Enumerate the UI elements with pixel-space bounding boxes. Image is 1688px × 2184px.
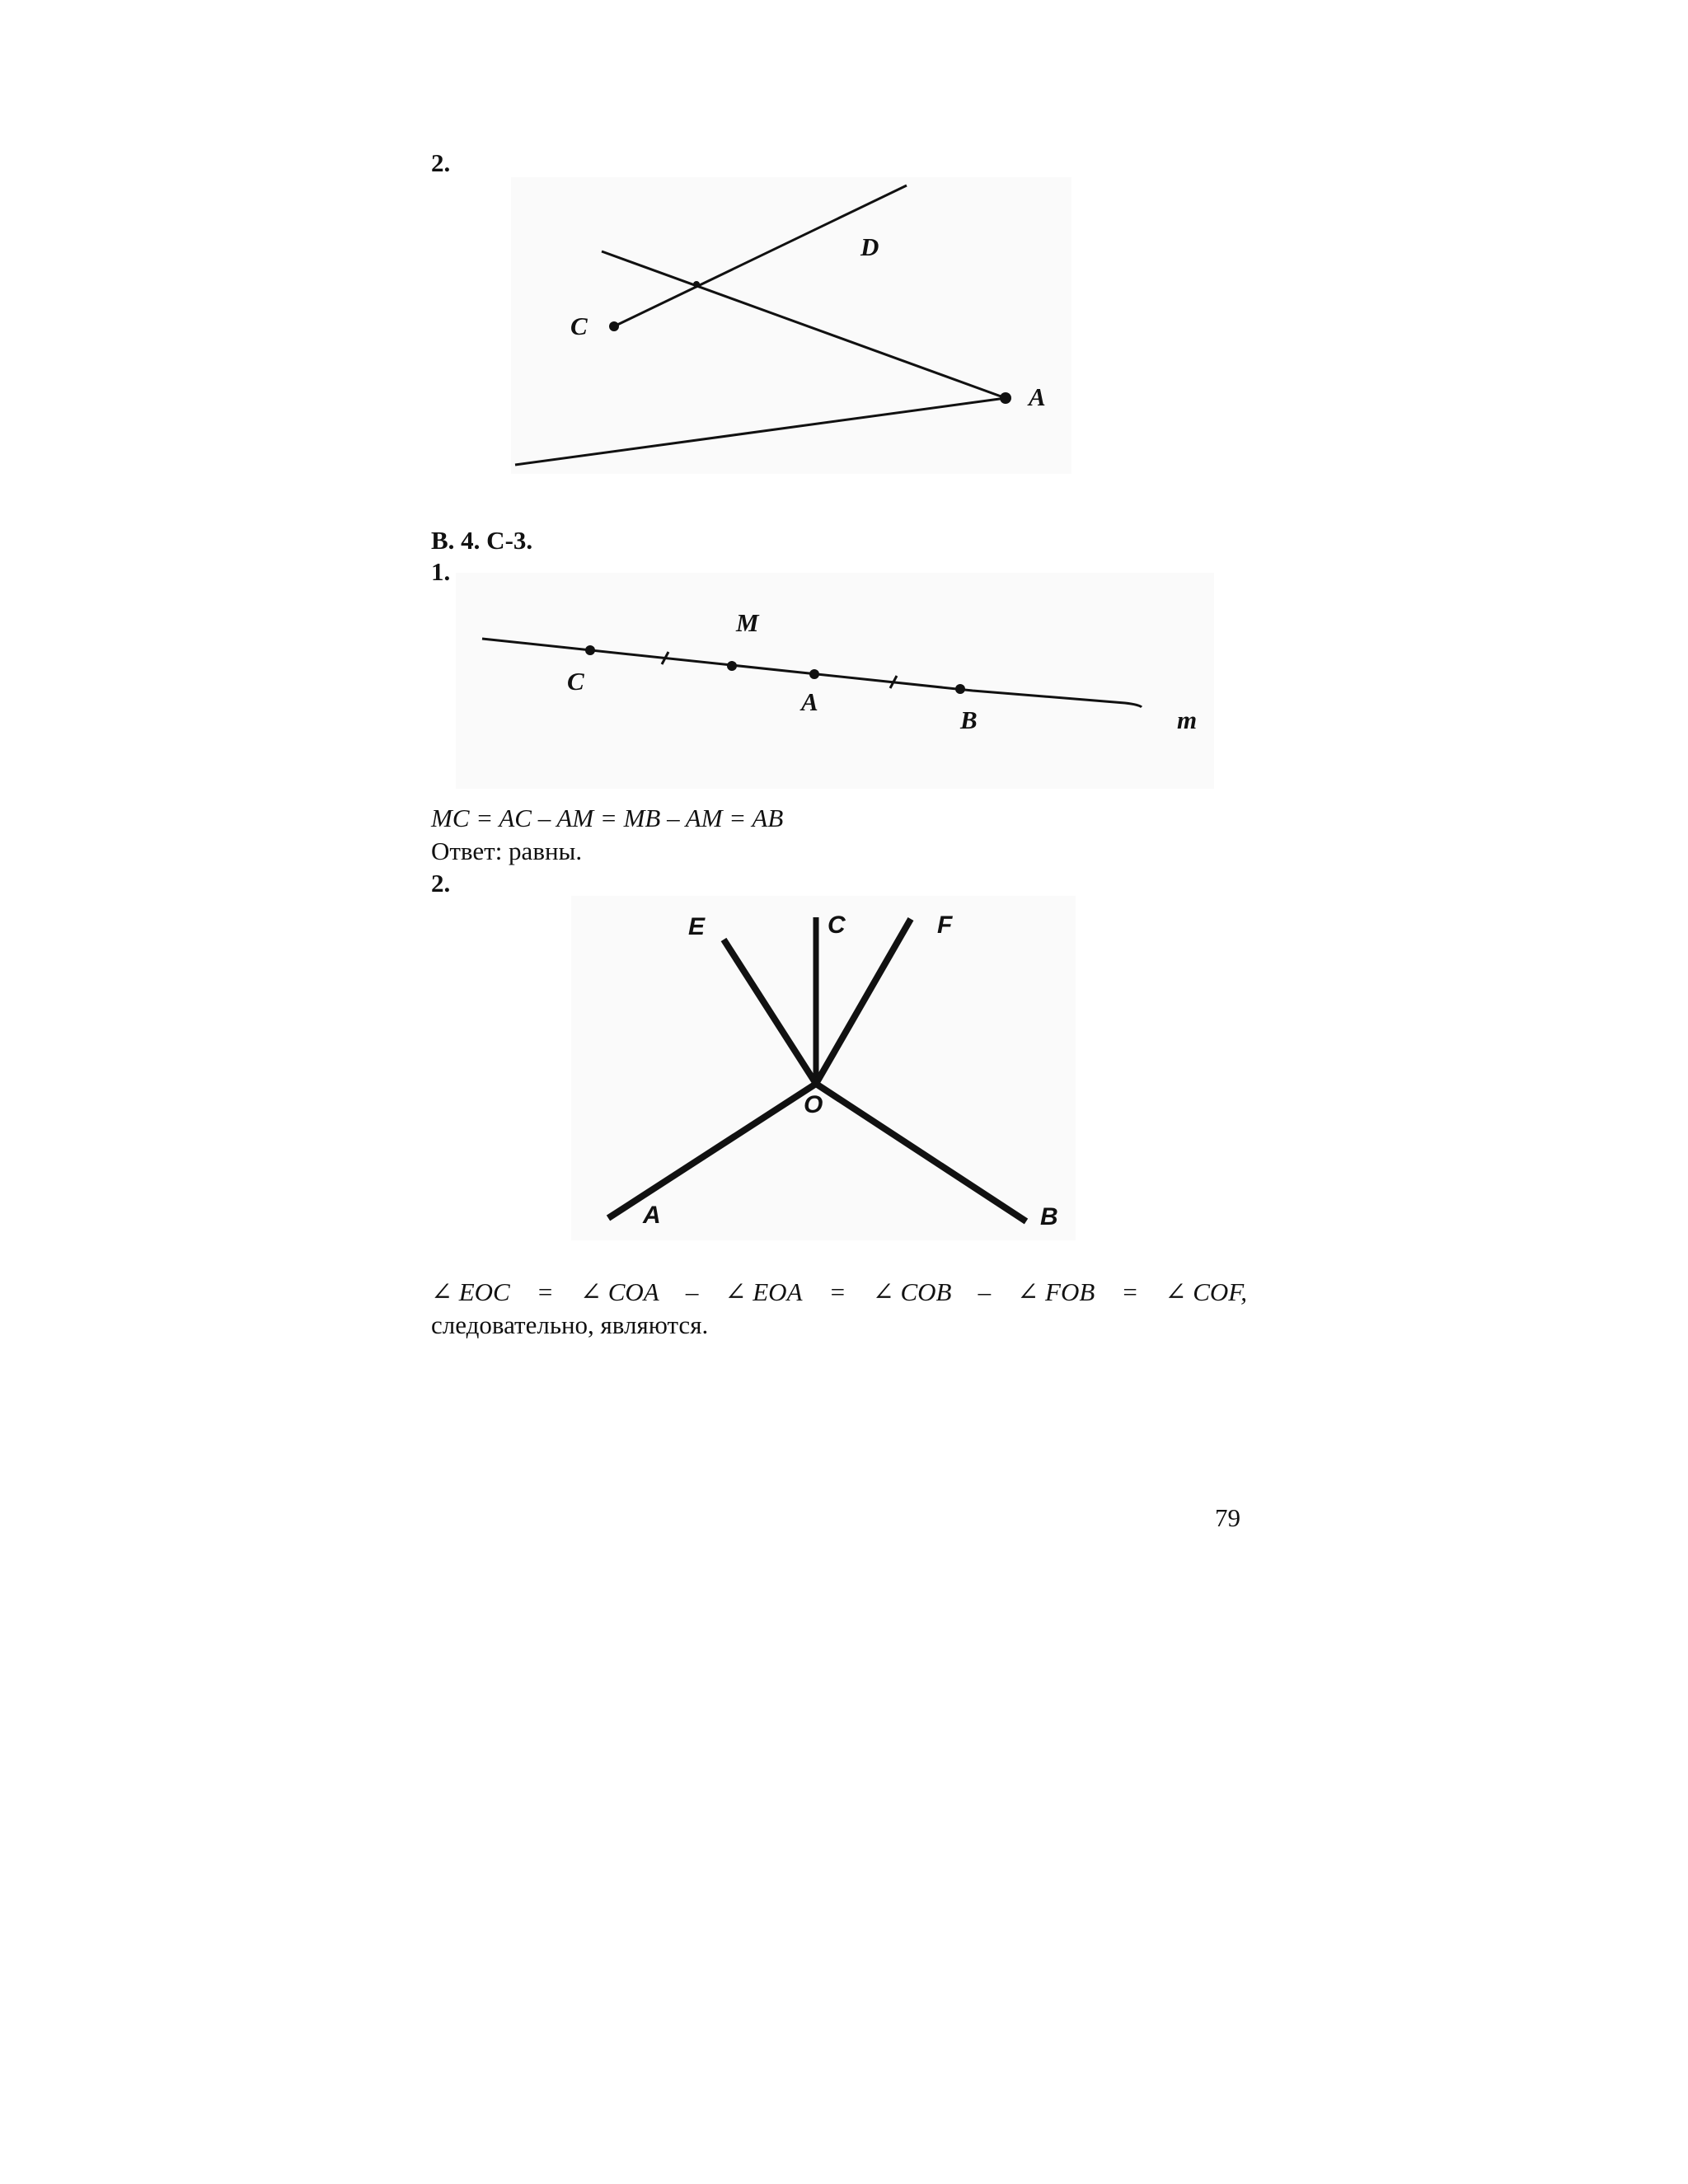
label-d: D (860, 232, 879, 261)
label-f: F (937, 912, 953, 939)
label-o: O (804, 1091, 823, 1118)
equation-part: – (978, 1277, 992, 1306)
conclusion-text: следовательно, являются. (431, 1310, 709, 1339)
label-c: C (567, 667, 584, 696)
label-a: A (643, 1202, 661, 1229)
equation-part: = (1121, 1277, 1139, 1306)
equation-part: – (685, 1277, 699, 1306)
equation-part: ∠ FOB (1017, 1277, 1095, 1306)
label-a: A (1029, 382, 1046, 411)
equation-part: ∠ COF, (1165, 1277, 1247, 1306)
equation-part: ∠ COA (579, 1277, 659, 1306)
label-b: B (1040, 1203, 1058, 1230)
equation-part: ∠ EOA (724, 1277, 803, 1306)
page-number: 79 (1215, 1503, 1240, 1532)
equation-segments: MC = AC – AM = MB – AM = AB (431, 804, 784, 832)
answer-text: Ответ: равны. (431, 837, 583, 865)
equation-part: = (828, 1277, 846, 1306)
equation-part: ∠ EOC (431, 1277, 510, 1306)
label-m-line: m (1177, 705, 1198, 734)
label-e: E (688, 913, 706, 940)
problem-number: 1. (431, 557, 451, 586)
label-a: A (801, 687, 818, 716)
problem-number: 2. (431, 148, 451, 177)
equation-part: ∠ COB (872, 1277, 952, 1306)
equation-part: = (536, 1277, 554, 1306)
label-c: C (828, 912, 846, 939)
equation-angles (431, 1276, 1247, 1309)
label-b: B (960, 705, 978, 734)
label-c: C (570, 312, 588, 340)
label-m-point: M (736, 608, 759, 637)
section-title: В. 4. С-3. (431, 526, 533, 555)
problem-number: 2. (431, 869, 451, 898)
